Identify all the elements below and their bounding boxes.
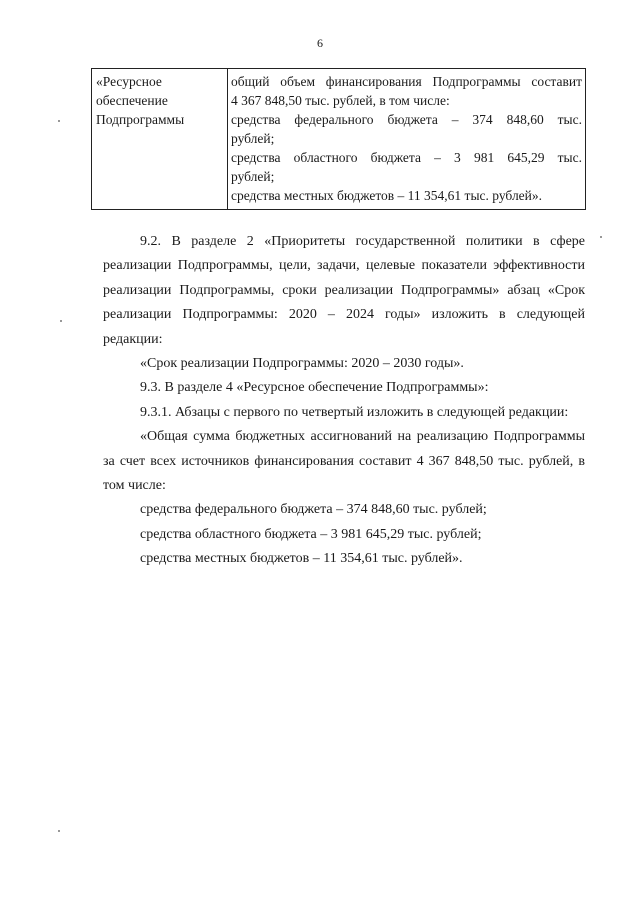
scan-speck — [60, 320, 62, 322]
paragraph-9-2: 9.2. В разделе 2 «Приоритеты государственной политики в сфере реализации Подпрограммы, цели, задачи, целевые показатели эффективности реализации Подпрограммы, сроки реализации Подпрограммы» абзац «Срок реализации Подпрограммы: 2020 – 2024 годы» изложить в следующей редакции: — [103, 234, 585, 347]
paragraph-quote-term: «Срок реализации Подпрограммы: 2020 – 2030 годы». — [140, 356, 464, 372]
scan-speck — [58, 120, 60, 122]
label-line: обеспечение — [96, 93, 168, 108]
paragraph-regional: средства областного бюджета – 3 981 645,29 тыс. рублей; — [140, 526, 482, 542]
paragraph-9-3: 9.3. В разделе 4 «Ресурсное обеспечение Подпрограммы»: — [140, 380, 489, 396]
paragraph-9-3-1: 9.3.1. Абзацы с первого по четвертый изложить в следующей редакции: — [140, 404, 569, 420]
table-cell-label — [92, 69, 228, 210]
body-text — [103, 230, 585, 572]
paragraph-local: средства местных бюджетов – 11 354,61 тыс. рублей». — [140, 551, 463, 567]
value-line: средства федерального бюджета – 374 848,60 тыс. — [231, 112, 582, 127]
table-row — [92, 69, 586, 210]
scan-speck — [600, 236, 602, 238]
page-number: 6 — [317, 36, 323, 50]
label-line: «Ресурсное — [96, 74, 162, 89]
scan-speck — [58, 830, 60, 832]
paragraph-federal: средства федерального бюджета – 374 848,60 тыс. рублей; — [140, 502, 487, 518]
value-line: рублей; — [231, 169, 275, 184]
label-line: Подпрограммы — [96, 112, 185, 127]
paragraph-quote-total: «Общая сумма бюджетных ассигнований на реализацию Подпрограммы за счет всех источников финансирования составит 4 367 848,50 тыс. рублей, в том числе: — [103, 429, 585, 494]
value-line: рублей; — [231, 131, 275, 146]
resource-table — [91, 68, 586, 210]
value-line: общий объем финансирования Подпрограммы составит — [231, 74, 582, 89]
table-cell-value — [228, 69, 586, 210]
value-line: 4 367 848,50 тыс. рублей, в том числе: — [231, 93, 450, 108]
value-line: средства областного бюджета – 3 981 645,29 тыс. — [231, 150, 582, 165]
value-line: средства местных бюджетов – 11 354,61 тыс. рублей». — [231, 188, 543, 203]
